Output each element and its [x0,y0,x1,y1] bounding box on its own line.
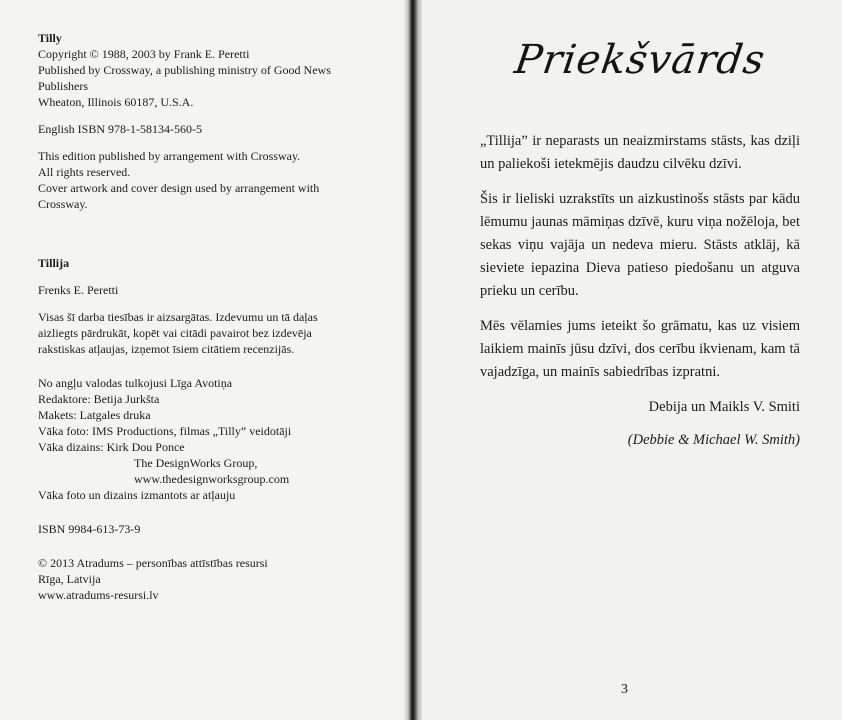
copyright-line: Copyright © 1988, 2003 by Frank E. Peretti [38,47,250,61]
signature: Debija un Maikls V. Smiti [648,399,800,415]
cover-note: Cover artwork and cover design used by arrangement with [38,181,320,195]
foreword-paragraph: „Tillija” ir neparasts un neaizmirstams stāsts, kas dziļi un paliekoši ietekmējis daudzu cilvēku dzīvi. [480,133,800,172]
book-gutter [403,0,423,720]
isbn: ISBN 9984-613-73-9 [38,522,141,536]
translator-credit: No angļu valodas tulkojusi Līga Avotiņa [38,376,233,390]
signature-english: (Debbie & Michael W. Smith) [627,432,800,448]
publisher-line: Published by Crossway, a publishing ministry of Good News [38,63,331,77]
foreword-paragraph: Šis ir lieliski uzrakstīts un aizkustinošs stāsts par kādu lēmumu jaunas māmiņas dzīvē, kuru viņa nožēloja, bet sekas viņu vajāja un nedeva mieru. Stāsts atklāj, kā sieviete iepazina Dieva patieso piedošanu un atguva prieku un cerību. [480,191,800,299]
rights-lv-line: aizliegts pārdrukāt, kopēt vai citādi pavairot bez izdevēja [38,326,312,340]
page-number: 3 [621,682,628,697]
right-page [412,0,842,720]
rights-note: All rights reserved. [38,165,131,179]
cover-note-cont: Crossway. [38,197,88,211]
publisher-copyright: © 2013 Atradums – personības attīstības resursi [38,556,268,570]
design-group-url: www.thedesignworksgroup.com [134,472,290,486]
cover-photo-credit: Vāka foto: IMS Productions, filmas „Tilly” veidotāji [38,424,292,438]
publisher-url: www.atradums-resursi.lv [38,588,159,602]
layout-credit: Makets: Latgales druka [38,408,151,422]
original-title: Tilly [38,31,62,45]
copyright-page-text [38,30,383,603]
editor-credit: Redaktore: Betija Jurkšta [38,392,160,406]
foreword-title: Priekšvārds [511,37,769,83]
cover-permission: Vāka foto un dizains izmantots ar atļauju [38,488,236,502]
publisher-line-cont: Publishers [38,79,89,93]
rights-lv-line: Visas šī darba tiesības ir aizsargātas. Izdevumu un tā daļas [38,310,318,324]
left-page [0,0,412,720]
design-group: The DesignWorks Group, [134,456,258,470]
cover-design-credit: Vāka dizains: Kirk Dou Ponce [38,440,185,454]
foreword-text [480,30,800,452]
rights-lv-line: rakstiskas atļaujas, izņemot īsiem citātiem recenzijās. [38,342,295,356]
foreword-paragraph: Mēs vēlamies jums ieteikt šo grāmatu, kas uz visiem laikiem mainīs jūsu dzīvi, dos cerību ikvienam, kam tā vajadzīga, un mainīs sabiedrības izpratni. [480,318,800,380]
english-isbn: English ISBN 978-1-58134-560-5 [38,122,202,136]
publisher-city: Rīga, Latvija [38,572,101,586]
latvian-title: Tillija [38,256,70,270]
edition-note: This edition published by arrangement with Crossway. [38,149,301,163]
publisher-address: Wheaton, Illinois 60187, U.S.A. [38,95,194,109]
latvian-author: Frenks E. Peretti [38,283,119,297]
